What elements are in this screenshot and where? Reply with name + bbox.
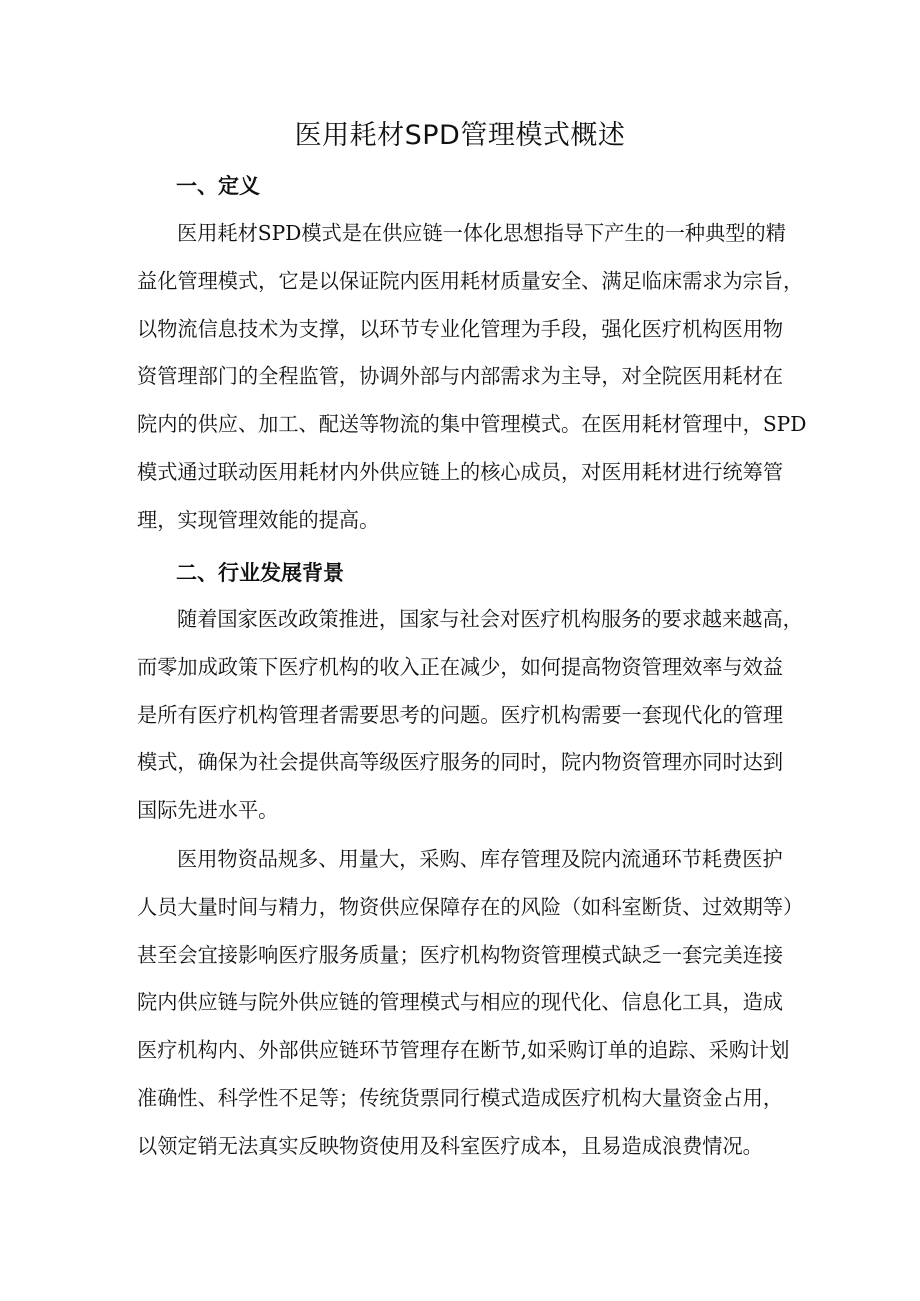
- document-title: 医用耗材SPD管理模式概述: [294, 120, 626, 151]
- paragraph-line: 准确性、科学性不足等；传统货票同行模式造成医疗机构大量资金占用，: [137, 1085, 784, 1110]
- section-heading-background: 二、行业发展背景: [176, 561, 344, 585]
- paragraph-background-1: [137, 596, 803, 835]
- paragraph-line: 模式通过联动医用耗材内外供应链上的核心成员，对医用耗材进行统筹管: [137, 459, 784, 484]
- paragraph-line: 而零加成政策下医疗机构的收入正在减少，如何提高物资管理效率与效益: [137, 654, 784, 679]
- paragraph-line: 资管理部门的全程监管，协调外部与内部需求为主导，对全院医用耗材在: [137, 364, 784, 389]
- paragraph-line: 以物流信息技术为支撑，以环节专业化管理为手段，强化医疗机构医用物: [137, 316, 784, 341]
- section-heading-definition: 一、定义: [176, 174, 260, 198]
- paragraph-definition: [137, 210, 807, 545]
- paragraph-line: 人员大量时间与精力，物资供应保障存在的风险（如科室断货、过效期等）: [137, 894, 804, 919]
- paragraph-line: 医用耗材SPD模式是在供应链一体化思想指导下产生的一种典型的精: [177, 221, 786, 245]
- paragraph-line: 以领定销无法真实反映物资使用及科室医疗成本，且易造成浪费情况。: [137, 1133, 763, 1158]
- paragraph-line: 随着国家医改政策推进，国家与社会对医疗机构服务的要求越来越高，: [177, 607, 803, 631]
- paragraph-line: 院内供应链与院外供应链的管理模式与相应的现代化、信息化工具，造成: [137, 990, 784, 1015]
- paragraph-line: 理，实现管理效能的提高。: [137, 507, 380, 532]
- paragraph-line: 是所有医疗机构管理者需要思考的问题。医疗机构需要一套现代化的管理: [137, 702, 784, 727]
- paragraph-line: 国际先进水平。: [137, 798, 279, 823]
- paragraph-line: 益化管理模式，它是以保证院内医用耗材质量安全、满足临床需求为宗旨，: [137, 268, 804, 293]
- paragraph-line: 医用物资品规多、用量大，采购、库存管理及院内流通环节耗费医护: [177, 847, 783, 871]
- paragraph-line: 院内的供应、加工、配送等物流的集中管理模式。在医用耗材管理中，SPD: [137, 412, 807, 437]
- paragraph-line: 医疗机构内、外部供应链环节管理存在断节,如采购订单的追踪、采购计划: [137, 1038, 790, 1063]
- paragraph-background-2: [137, 836, 804, 1171]
- paragraph-line: 模式，确保为社会提供高等级医疗服务的同时，院内物资管理亦同时达到: [137, 750, 784, 775]
- paragraph-line: 甚至会宜接影响医疗服务质量；医疗机构物资管理模式缺乏一套完美连接: [137, 942, 784, 967]
